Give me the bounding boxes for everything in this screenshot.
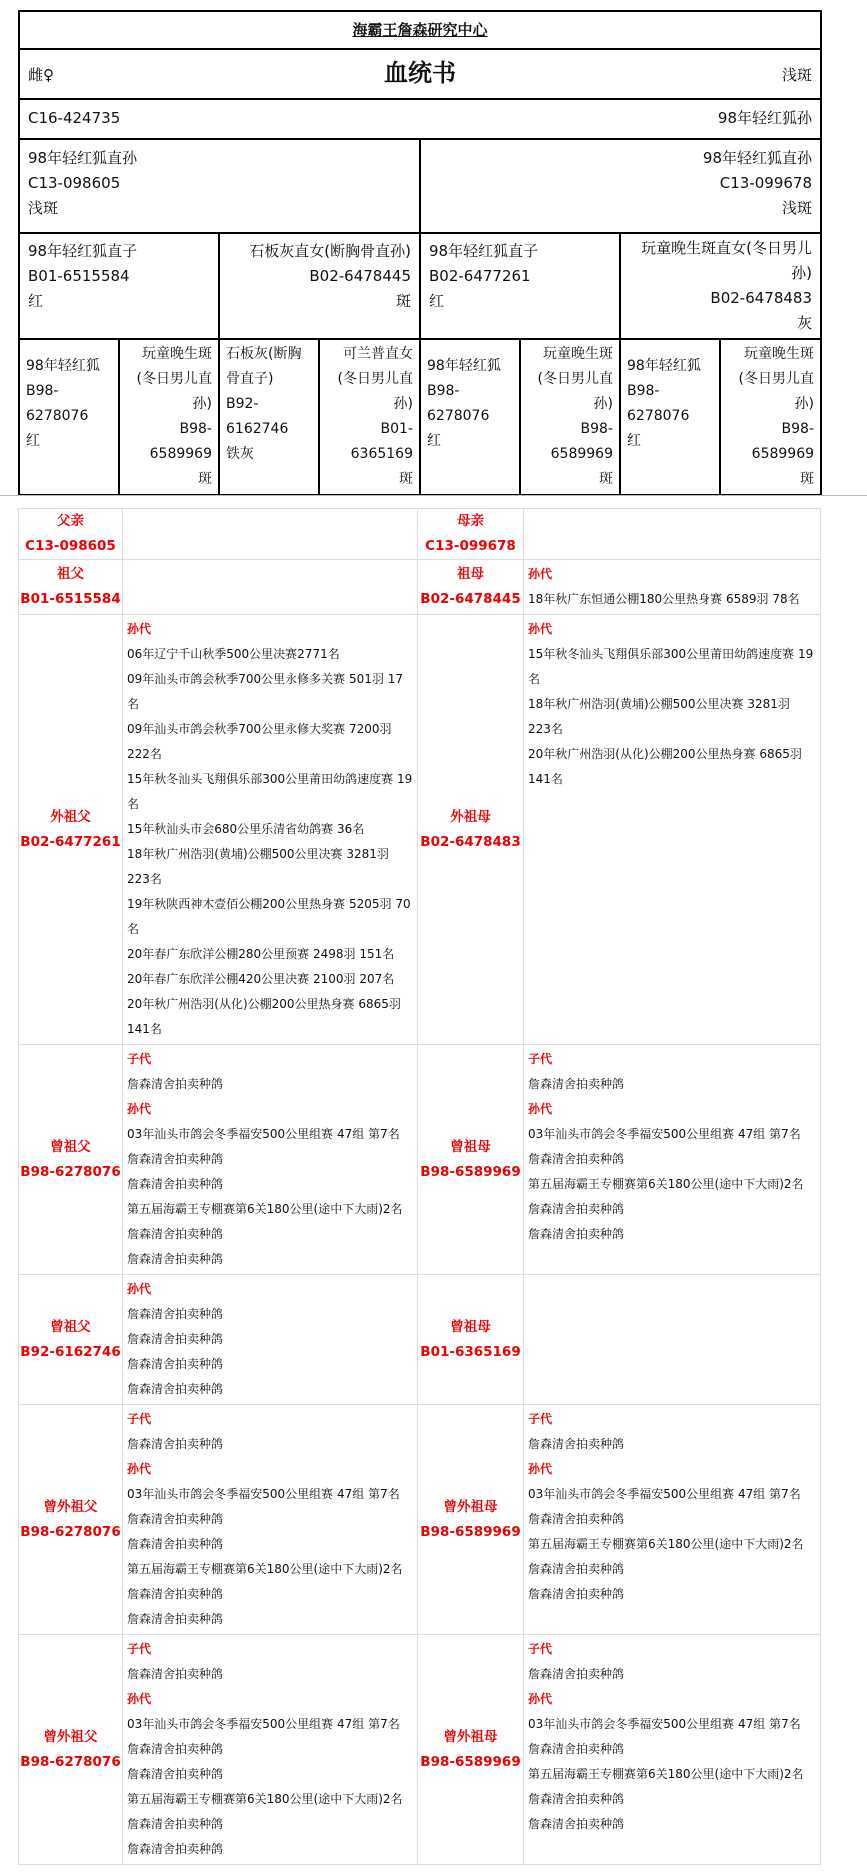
record-line: 15年秋汕头市会680公里乐清省幼鸽赛 36名 (127, 822, 365, 836)
record-line: 詹森清舍拍卖种鸽 (528, 1742, 625, 1756)
ancestor-records (123, 1045, 418, 1275)
great-grandparent-line: 可兰普直女 (343, 346, 413, 362)
record-line: 20年春广东欣洋公棚420公里决赛 2100羽 207名 (127, 972, 395, 986)
section-divider (0, 495, 867, 496)
dam-cell (420, 139, 821, 233)
grandparent-ring: B02-6477261 (429, 267, 531, 285)
ancestor-row (19, 509, 821, 560)
grandparent-name: 石板灰直女(断胸骨直孙) (249, 242, 411, 260)
great-grandparent-line: 98年轻红狐 (26, 358, 100, 374)
record-category: 孙代 (528, 1102, 553, 1116)
great-grandparent-line: B98- (179, 421, 212, 437)
great-grandparent-line: 斑 (800, 471, 815, 487)
great-grandparent-line: 6589969 (550, 446, 613, 462)
great-grandparent-line: 斑 (198, 471, 212, 487)
great-grandparent-cell (219, 339, 319, 495)
ancestor-row (19, 1405, 821, 1635)
grandparent-cell (19, 233, 219, 339)
ancestor-label (418, 509, 524, 560)
bird-color: 浅斑 (782, 66, 813, 84)
record-category: 子代 (528, 1052, 553, 1066)
ancestor-ring: B02-6478445 (420, 591, 521, 607)
record-line: 15年秋冬汕头飞翔俱乐部300公里莆田幼鸽速度赛 19名 (528, 647, 814, 686)
ancestor-role: 父亲 (57, 513, 84, 529)
record-category: 孙代 (127, 1102, 152, 1116)
great-grandparent-line: 孙) (393, 396, 413, 412)
record-category: 孙代 (528, 1692, 553, 1706)
record-category: 子代 (528, 1642, 553, 1656)
lineage-label: 98年轻红狐孙 (717, 109, 813, 127)
ancestor-role: 祖父 (57, 566, 84, 582)
record-category: 孙代 (127, 622, 152, 636)
great-grandparent-line: 红 (627, 433, 641, 449)
grandparent-color: 红 (429, 292, 445, 310)
ancestor-row (19, 560, 821, 615)
record-line: 03年汕头市鸽会冬季福安500公里组赛 47组 第7名 (528, 1127, 801, 1141)
great-grandparent-cell (119, 339, 219, 495)
ancestor-role: 曾祖父 (50, 1138, 91, 1155)
great-grandparent-line: B01- (380, 421, 413, 437)
record-category: 子代 (127, 1412, 152, 1426)
record-line: 03年汕头市鸽会冬季福安500公里组赛 47组 第7名 (528, 1487, 801, 1501)
ancestor-label (19, 1635, 123, 1865)
grandparent-ring: B02-6478483 (710, 289, 813, 307)
ancestor-role: 曾外祖父 (43, 1728, 98, 1745)
record-line: 詹森清舍拍卖种鸽 (127, 1227, 224, 1241)
record-line: 03年汕头市鸽会冬季福安500公里组赛 47组 第7名 (127, 1127, 400, 1141)
ancestor-table (18, 508, 821, 1865)
ancestor-label (418, 1635, 524, 1865)
ancestor-label (418, 1405, 524, 1635)
ancestor-records (524, 560, 821, 615)
record-category: 孙代 (528, 567, 553, 581)
ancestor-role: 曾祖母 (450, 1138, 491, 1155)
record-line: 詹森清舍拍卖种鸽 (528, 1667, 625, 1681)
record-category: 孙代 (127, 1282, 152, 1296)
ancestor-ring: B02-6478483 (420, 833, 521, 850)
ancestor-label (418, 615, 524, 1045)
sex-label: 雌♀ (28, 66, 54, 84)
record-line: 詹森清舍拍卖种鸽 (127, 1077, 224, 1091)
ancestor-label (19, 615, 123, 1045)
ancestor-label (19, 560, 123, 615)
great-grandparent-cell (520, 339, 620, 495)
ancestor-label (418, 560, 524, 615)
great-grandparent-cell (620, 339, 720, 495)
record-line: 03年汕头市鸽会冬季福安500公里组赛 47组 第7名 (528, 1717, 801, 1731)
record-line: 第五届海霸王专棚赛第6关180公里(途中下大雨)2名 (528, 1767, 804, 1781)
record-line: 18年秋广东恒通公棚180公里热身赛 6589羽 78名 (528, 592, 800, 606)
sire-ring: C13-098605 (28, 174, 121, 192)
great-grandparent-cell (420, 339, 520, 495)
record-line: 詹森清舍拍卖种鸽 (528, 1202, 625, 1216)
ancestor-row (19, 1045, 821, 1275)
ancestor-ring: B02-6477261 (20, 833, 121, 850)
great-grandparent-line: (冬日男儿直 (337, 371, 413, 387)
ancestor-info (18, 508, 820, 1865)
great-grandparent-line: B98- (627, 383, 660, 399)
record-line: 詹森清舍拍卖种鸽 (127, 1612, 224, 1626)
record-line: 詹森清舍拍卖种鸽 (127, 1177, 224, 1191)
ancestor-ring: B98-6278076 (20, 1753, 121, 1770)
record-line: 03年汕头市鸽会冬季福安500公里组赛 47组 第7名 (127, 1487, 400, 1501)
record-line: 20年秋广州浩羽(从化)公棚200公里热身赛 6865羽 141名 (127, 997, 401, 1036)
record-line: 20年春广东欣洋公棚280公里预赛 2498羽 151名 (127, 947, 395, 961)
record-line: 詹森清舍拍卖种鸽 (127, 1382, 224, 1396)
ancestor-ring: B98-6278076 (20, 1523, 121, 1540)
record-line: 第五届海霸王专棚赛第6关180公里(途中下大雨)2名 (528, 1537, 804, 1551)
ancestor-records (123, 615, 418, 1045)
ancestor-role: 曾外祖父 (43, 1498, 98, 1515)
record-line: 第五届海霸王专棚赛第6关180公里(途中下大雨)2名 (528, 1177, 804, 1191)
ancestor-ring: C13-099678 (425, 538, 516, 554)
grandparent-color: 灰 (797, 314, 813, 332)
ring-row (19, 99, 821, 139)
pedigree-table (18, 10, 822, 496)
grandparent-ring: B01-6515584 (28, 267, 130, 285)
great-grandparent-line: B98- (427, 383, 460, 399)
record-category: 孙代 (127, 1692, 152, 1706)
record-line: 19年秋陕西神木壹佰公棚200公里热身赛 5205羽 70名 (127, 897, 411, 936)
great-grandparent-line: 斑 (599, 471, 613, 487)
great-grandparent-line: 6365169 (350, 446, 413, 462)
ancestor-records (524, 1275, 821, 1405)
record-line: 詹森清舍拍卖种鸽 (528, 1077, 625, 1091)
sire-cell (19, 139, 420, 233)
record-category: 子代 (127, 1642, 152, 1656)
ancestor-ring: C13-098605 (25, 538, 116, 554)
dam-ring: C13-099678 (719, 174, 813, 192)
record-line: 第五届海霸王专棚赛第6关180公里(途中下大雨)2名 (127, 1202, 403, 1216)
great-grandparent-line: 斑 (399, 471, 413, 487)
record-line: 詹森清舍拍卖种鸽 (528, 1152, 625, 1166)
ancestor-records (123, 1635, 418, 1865)
dam-color: 浅斑 (782, 199, 813, 217)
ancestor-records (123, 1405, 418, 1635)
great-grandparent-line: B98- (781, 421, 815, 437)
ancestor-role: 外祖父 (50, 808, 91, 825)
record-line: 詹森清舍拍卖种鸽 (127, 1152, 224, 1166)
great-grandparent-line: 玩童晚生斑 (142, 346, 212, 362)
record-line: 09年汕头市鸽会秋季700公里永修大奖赛 7200羽 222名 (127, 722, 392, 761)
ancestor-row (19, 1635, 821, 1865)
ancestor-records (123, 1275, 418, 1405)
great-grandparent-line: B98- (580, 421, 613, 437)
great-grandparent-line: (冬日男儿直 (136, 371, 212, 387)
record-line: 詹森清舍拍卖种鸽 (528, 1227, 625, 1241)
record-line: 詹森清舍拍卖种鸽 (528, 1437, 625, 1451)
grandparent-name: 玩童晚生斑直女(冬日男儿孙) (641, 239, 813, 282)
ancestor-label (418, 1045, 524, 1275)
great-grandparent-line: 石板灰(断胸 (226, 346, 302, 362)
ancestor-ring: B01-6515584 (20, 591, 121, 607)
grandparent-color: 红 (28, 292, 44, 310)
ancestor-ring: B92-6162746 (20, 1343, 121, 1360)
ancestor-ring: B01-6365169 (420, 1343, 521, 1360)
ancestor-records (524, 1045, 821, 1275)
record-line: 詹森清舍拍卖种鸽 (127, 1537, 224, 1551)
record-line: 詹森清舍拍卖种鸽 (127, 1252, 224, 1266)
great-grandparent-line: 6589969 (751, 446, 815, 462)
sire-name: 98年轻红狐直孙 (28, 149, 138, 167)
ancestor-label (19, 1405, 123, 1635)
great-grandparent-line: (冬日男儿直 (738, 371, 815, 387)
ancestor-role: 曾祖母 (450, 1318, 491, 1335)
ancestor-label (19, 1275, 123, 1405)
record-line: 詹森清舍拍卖种鸽 (127, 1512, 224, 1526)
great-grandparent-cell (19, 339, 119, 495)
record-line: 詹森清舍拍卖种鸽 (528, 1562, 625, 1576)
ring-number: C16-424735 (28, 109, 121, 127)
great-grandparent-line: 骨直子) (226, 371, 274, 387)
great-grandparent-line: 6278076 (627, 408, 690, 424)
record-line: 第五届海霸王专棚赛第6关180公里(途中下大雨)2名 (127, 1562, 403, 1576)
ancestor-ring: B98-6589969 (420, 1523, 521, 1540)
great-grandparent-line: 98年轻红狐 (627, 358, 701, 374)
record-line: 09年汕头市鸽会秋季700公里永修多关赛 501羽 17名 (127, 672, 403, 711)
record-line: 06年辽宁千山秋季500公里决赛2771名 (127, 647, 340, 661)
record-line: 詹森清舍拍卖种鸽 (127, 1667, 224, 1681)
great-grandparent-line: 98年轻红狐 (427, 358, 501, 374)
great-grandparent-cell (720, 339, 821, 495)
great-grandparent-line: 铁灰 (226, 446, 254, 462)
great-grandparent-line: 玩童晚生斑 (543, 346, 613, 362)
ancestor-label (19, 509, 123, 560)
great-grandparent-line: 6278076 (26, 408, 89, 424)
record-line: 詹森清舍拍卖种鸽 (127, 1357, 224, 1371)
grandparent-color: 斑 (395, 292, 411, 310)
great-grandparent-line: 6162746 (226, 421, 289, 437)
sire-color: 浅斑 (28, 199, 59, 217)
record-line: 詹森清舍拍卖种鸽 (127, 1817, 224, 1831)
record-line: 詹森清舍拍卖种鸽 (127, 1742, 224, 1756)
ancestor-records (524, 509, 821, 560)
ancestor-ring: B98-6589969 (420, 1163, 521, 1180)
grandparent-cell (219, 233, 420, 339)
record-line: 第五届海霸王专棚赛第6关180公里(途中下大雨)2名 (127, 1792, 403, 1806)
ancestor-records (123, 509, 418, 560)
grandparent-ring: B02-6478445 (309, 267, 411, 285)
ancestor-ring: B98-6589969 (420, 1753, 521, 1770)
great-grandparent-line: (冬日男儿直 (537, 371, 613, 387)
ancestor-records (524, 615, 821, 1045)
great-grandparent-line: 孙) (593, 396, 613, 412)
dam-name: 98年轻红狐直孙 (702, 149, 813, 167)
record-line: 詹森清舍拍卖种鸽 (127, 1307, 224, 1321)
record-line: 詹森清舍拍卖种鸽 (127, 1437, 224, 1451)
record-category: 子代 (127, 1052, 152, 1066)
great-grandparent-line: 红 (26, 433, 40, 449)
record-line: 詹森清舍拍卖种鸽 (528, 1587, 625, 1601)
great-grandparent-cell (319, 339, 420, 495)
ancestor-label (19, 1045, 123, 1275)
record-line: 20年秋广州浩羽(从化)公棚200公里热身赛 6865羽 141名 (528, 747, 802, 786)
record-category: 孙代 (528, 622, 553, 636)
ancestor-role: 祖母 (457, 566, 484, 582)
record-line: 03年汕头市鸽会冬季福安500公里组赛 47组 第7名 (127, 1717, 400, 1731)
ancestor-role: 母亲 (457, 513, 484, 529)
ancestor-role: 外祖母 (450, 808, 491, 825)
great-grandparent-line: 6589969 (149, 446, 212, 462)
title-row (19, 49, 821, 99)
ancestor-ring: B98-6278076 (20, 1163, 121, 1180)
great-grandparent-line: 红 (427, 433, 441, 449)
record-line: 詹森清舍拍卖种鸽 (127, 1842, 224, 1856)
record-line: 15年秋冬汕头飞翔俱乐部300公里莆田幼鸽速度赛 19名 (127, 772, 413, 811)
certificate-title: 血统书 (384, 59, 456, 87)
record-line: 詹森清舍拍卖种鸽 (528, 1792, 625, 1806)
record-line: 18年秋广州浩羽(黄埔)公棚500公里决赛 3281羽 223名 (127, 847, 389, 886)
great-grandparent-line: 玩童晚生斑 (744, 346, 815, 362)
record-category: 孙代 (127, 1462, 152, 1476)
ancestor-role: 曾外祖母 (443, 1728, 498, 1745)
organization-name: 海霸王詹森研究中心 (19, 11, 821, 49)
great-grandparent-line: B92- (226, 396, 259, 412)
ancestor-row (19, 615, 821, 1045)
record-line: 詹森清舍拍卖种鸽 (127, 1332, 224, 1346)
ancestor-row (19, 1275, 821, 1405)
record-line: 詹森清舍拍卖种鸽 (127, 1767, 224, 1781)
great-grandparent-line: 孙) (192, 396, 212, 412)
grandparent-name: 98年轻红狐直子 (429, 242, 539, 260)
record-category: 孙代 (528, 1462, 553, 1476)
record-line: 18年秋广州浩羽(黄埔)公棚500公里决赛 3281羽 223名 (528, 697, 790, 736)
ancestor-records (123, 560, 418, 615)
record-line: 詹森清舍拍卖种鸽 (528, 1512, 625, 1526)
record-line: 詹森清舍拍卖种鸽 (528, 1817, 625, 1831)
grandparent-cell (620, 233, 821, 339)
ancestor-records (524, 1635, 821, 1865)
ancestor-role: 曾外祖母 (443, 1498, 498, 1515)
ancestor-label (418, 1275, 524, 1405)
record-line: 詹森清舍拍卖种鸽 (127, 1587, 224, 1601)
great-grandparent-line: 孙) (794, 396, 815, 412)
pedigree-certificate (18, 10, 820, 496)
record-category: 子代 (528, 1412, 553, 1426)
grandparent-name: 98年轻红狐直子 (28, 242, 138, 260)
ancestor-records (524, 1405, 821, 1635)
great-grandparent-line: B98- (26, 383, 59, 399)
great-grandparent-line: 6278076 (427, 408, 490, 424)
grandparent-cell (420, 233, 620, 339)
ancestor-role: 曾祖父 (50, 1318, 91, 1335)
